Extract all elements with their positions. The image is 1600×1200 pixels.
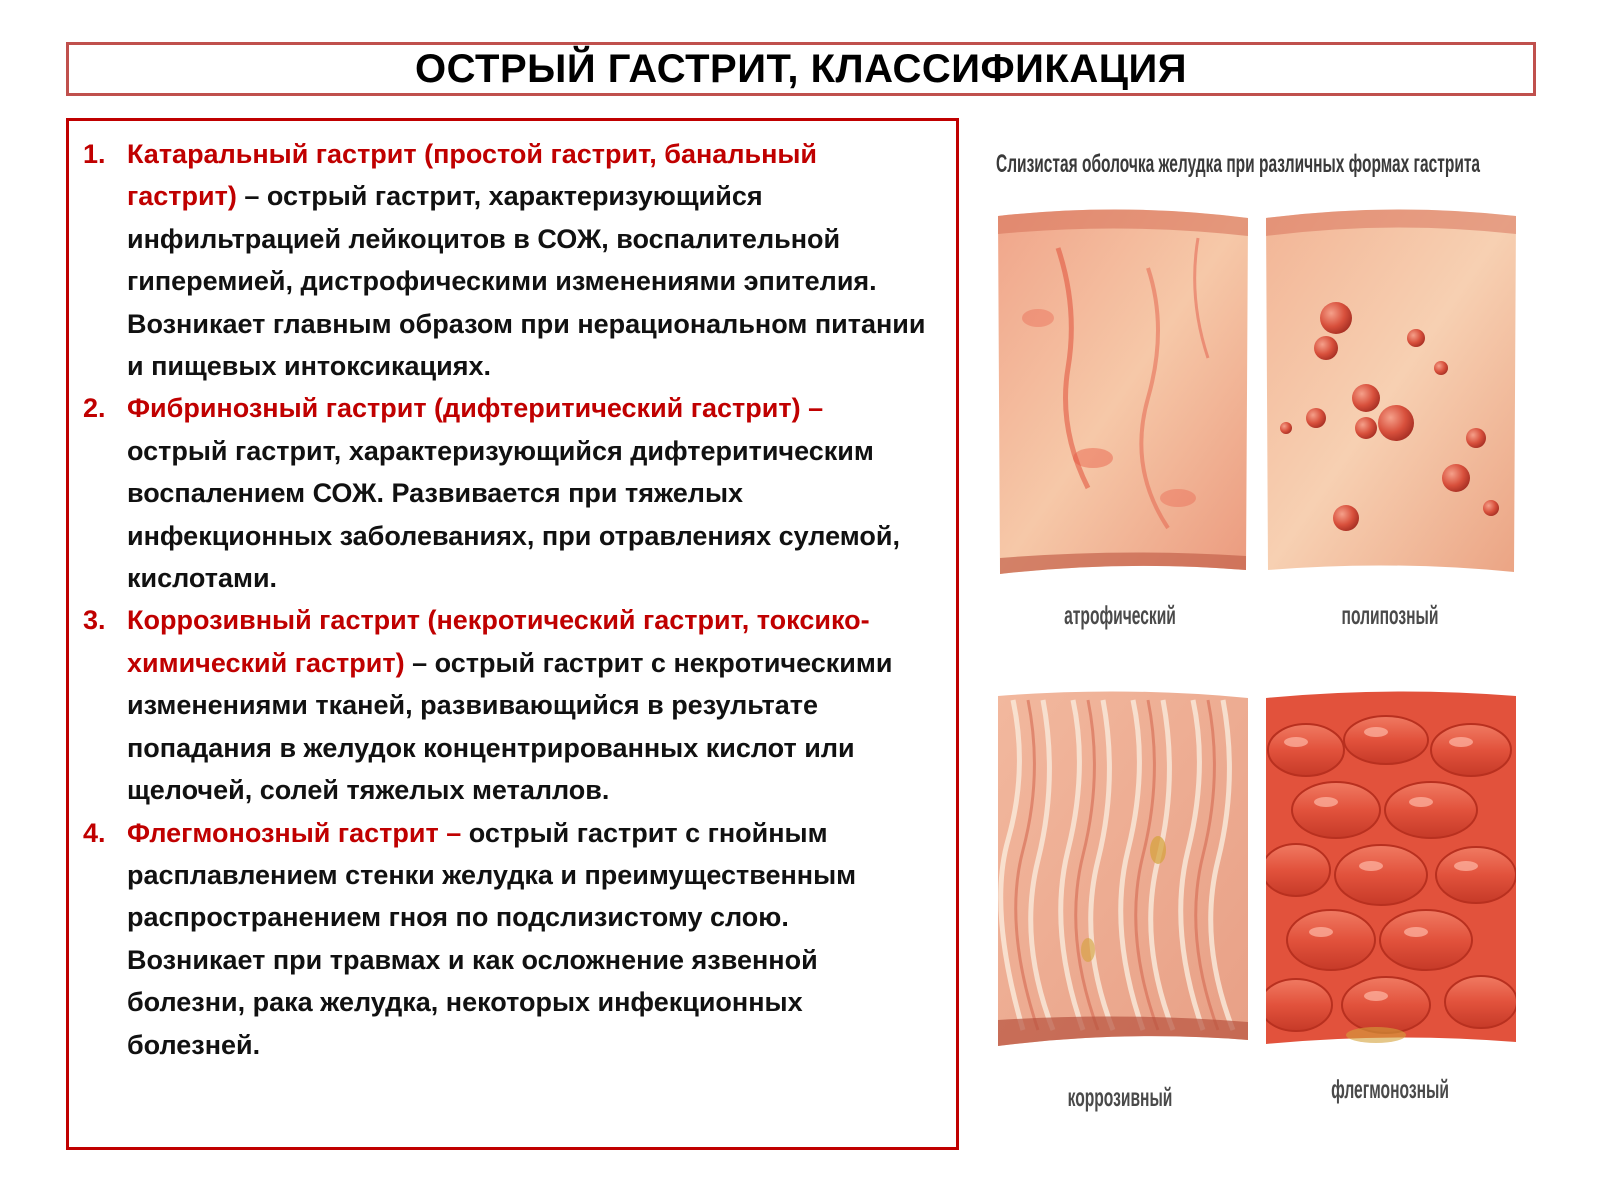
item-term: Катаральный гастрит (простой гастрит, банальный гастрит) xyxy=(127,139,818,212)
list-item xyxy=(69,387,956,599)
panel-caption: полипозный xyxy=(1341,600,1439,630)
item-term: Коррозивный гастрит (некротический гастрит, токсико-химический гастрит) xyxy=(127,605,870,678)
atrophic-mucosa-image xyxy=(998,208,1248,578)
item-description: – острый гастрит с некротическими изменениями тканей, развивающийся в результате попадания в желудок концентрированных кислот или щелочей, солей тяжелых металлов. xyxy=(127,647,893,806)
item-number: 2. xyxy=(83,393,106,424)
title-box xyxy=(66,42,1536,96)
item-number: 4. xyxy=(83,817,106,848)
item-number: 1. xyxy=(83,139,106,169)
corrosive-mucosa-image xyxy=(998,690,1248,1060)
panel-caption: коррозивный xyxy=(1067,1082,1173,1112)
phlegmonous-mucosa-image xyxy=(1266,690,1516,1060)
classification-text-box xyxy=(66,118,959,1150)
item-number: 3. xyxy=(83,605,106,636)
list-item xyxy=(69,812,956,1066)
item-description: острый гастрит, характеризующийся дифтеритическим воспалением СОЖ. Развивается при тяжелых инфекционных заболеваниях, при отравлениях сулемой, кислотами. xyxy=(127,435,900,594)
panel-caption: атрофический xyxy=(1064,600,1176,630)
item-term: Фибринозный гастрит (дифтеритический гастрит) – xyxy=(127,393,824,424)
page-title: ОСТРЫЙ ГАСТРИТ, КЛАССИФИКАЦИЯ xyxy=(415,46,1187,91)
mucosa-illustration xyxy=(990,130,1535,1130)
polypoid-mucosa-image xyxy=(1266,208,1516,578)
panel-caption: флегмонозный xyxy=(1331,1074,1449,1104)
item-description: острый гастрит с гнойным расплавлением стенки желудка и преимущественным распространением гноя по подслизистому слою. Возникает при травмах и как осложнение язвенной болезни, рака желудка, некоторых инфекционных болезней. xyxy=(127,817,857,1060)
item-term: Флегмонозный гастрит – xyxy=(127,817,462,848)
list-item xyxy=(69,133,956,387)
item-description: – острый гастрит, характеризующийся инфильтрацией лейкоцитов в СОЖ, воспалительной гиперемией, дистрофическими изменениями эпителия. Возникает главным образом при нерациональном питании и пищевых интоксикациях. xyxy=(127,181,926,382)
classification-list xyxy=(69,121,956,1066)
figure-title: Слизистая оболочка желудка при различных формах гастрита xyxy=(996,150,1481,178)
list-item xyxy=(69,599,956,811)
